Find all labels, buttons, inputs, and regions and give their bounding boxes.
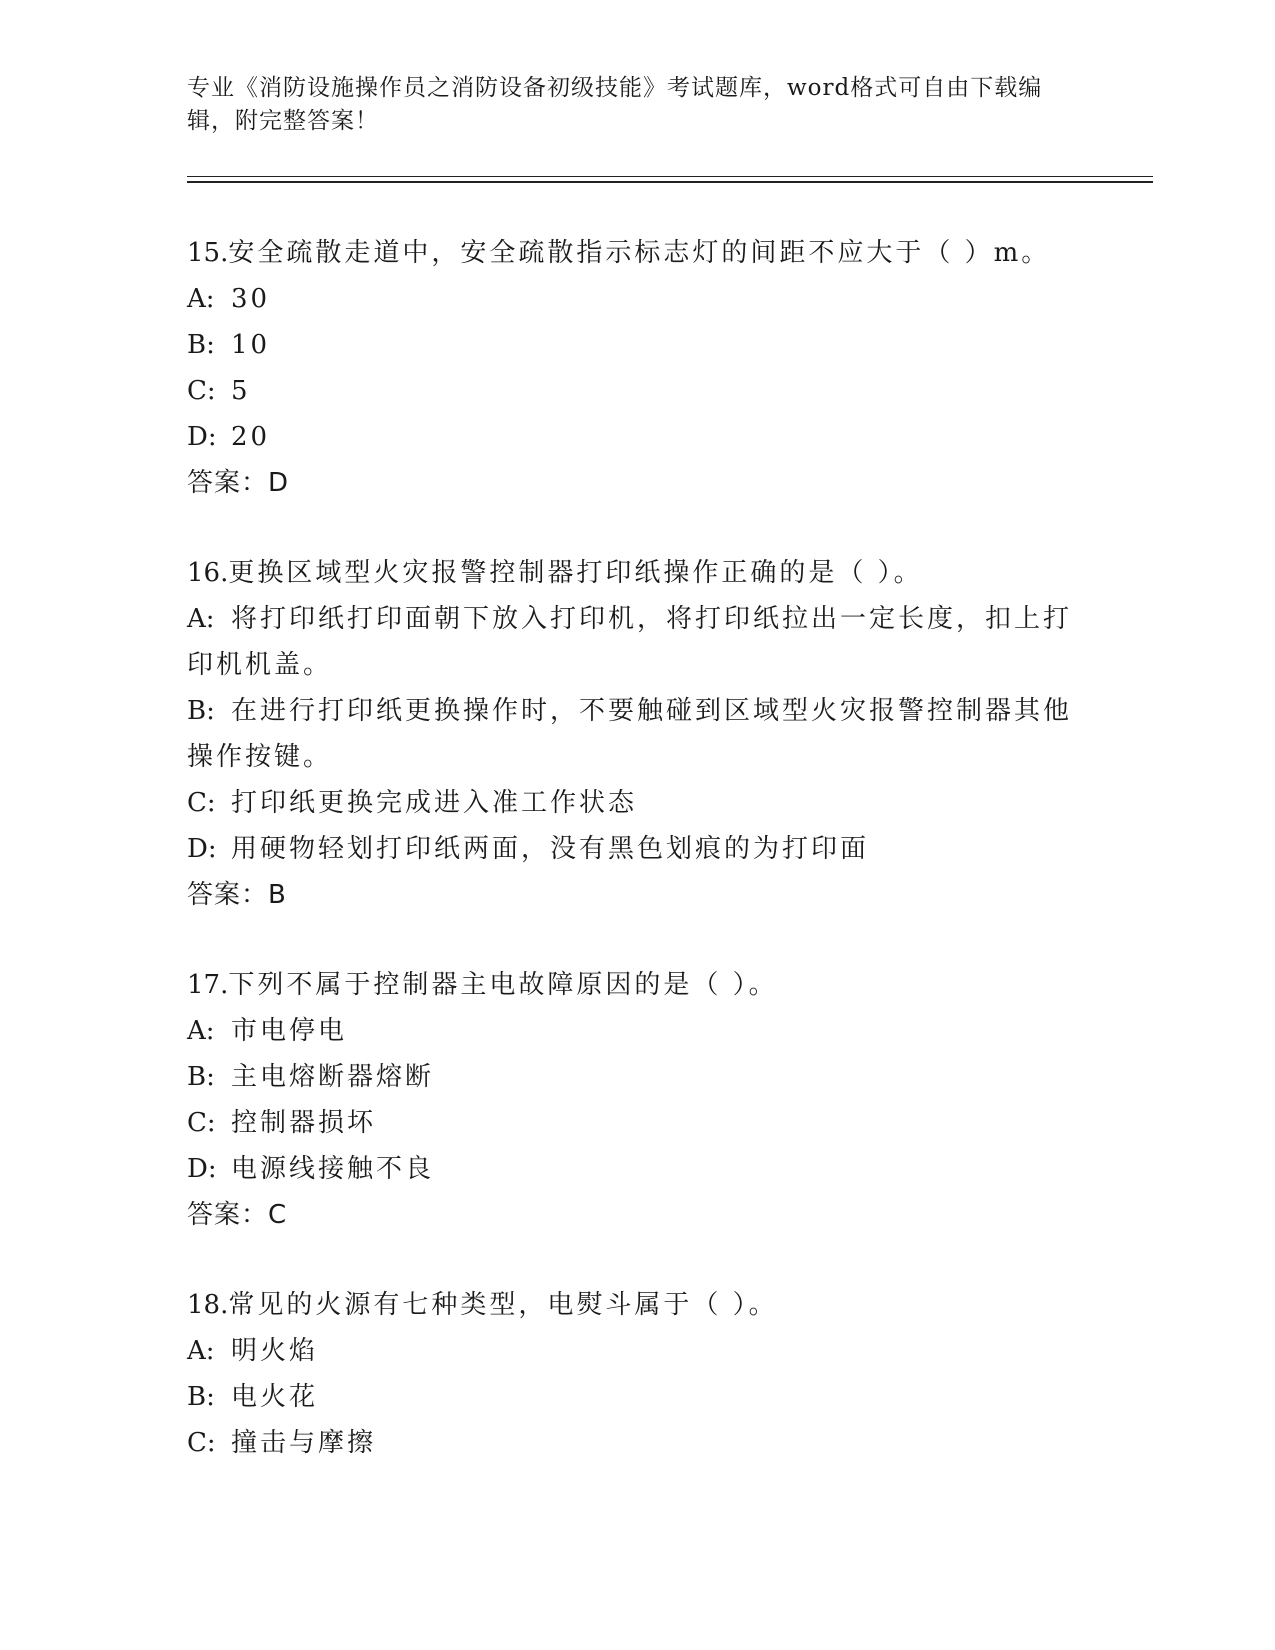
question-stem bbox=[187, 550, 1087, 596]
option-text: 明火焰 bbox=[231, 1336, 319, 1366]
option-d bbox=[187, 414, 1087, 460]
option-a bbox=[187, 1328, 1087, 1374]
option-text: 电源线接触不良 bbox=[231, 1154, 435, 1184]
option-text: 控制器损坏 bbox=[231, 1108, 377, 1138]
option-letter: B: bbox=[187, 330, 215, 360]
option-c bbox=[187, 780, 1087, 826]
option-text: 打印纸更换完成进入准工作状态 bbox=[231, 788, 638, 818]
option-a bbox=[187, 596, 1087, 688]
option-a bbox=[187, 1008, 1087, 1054]
option-text: 用硬物轻划打印纸两面，没有黑色划痕的为打印面 bbox=[231, 834, 870, 864]
option-text: 10 bbox=[231, 330, 271, 360]
option-c bbox=[187, 1100, 1087, 1146]
option-a bbox=[187, 276, 1087, 322]
option-text: 5 bbox=[231, 376, 251, 406]
option-c bbox=[187, 368, 1087, 414]
option-text: 撞击与摩擦 bbox=[231, 1428, 377, 1458]
option-text: 在进行打印纸更换操作时，不要触碰到区域型火灾报警控制器其他操作按键。 bbox=[187, 696, 1073, 772]
option-text: 将打印纸打印面朝下放入打印机，将打印纸拉出一定长度，扣上打印机机盖。 bbox=[187, 604, 1073, 680]
question-number: 18. bbox=[187, 1290, 229, 1320]
answer-line: 答案：B bbox=[187, 880, 287, 910]
document-header: 专业《消防设施操作员之消防设备初级技能》考试题库，word格式可自由下载编辑，附完整答案！ bbox=[187, 75, 1043, 134]
option-text: 20 bbox=[231, 422, 271, 452]
option-letter: A: bbox=[187, 1336, 215, 1366]
option-b bbox=[187, 1374, 1087, 1420]
answer-line: 答案：C bbox=[187, 1200, 288, 1230]
question-number: 15. bbox=[187, 238, 229, 268]
question-16 bbox=[187, 550, 1087, 918]
question-15 bbox=[187, 230, 1087, 506]
option-text: 主电熔断器熔断 bbox=[231, 1062, 435, 1092]
option-letter: D: bbox=[187, 422, 217, 452]
option-letter: B: bbox=[187, 1062, 215, 1092]
option-d bbox=[187, 826, 1087, 872]
option-letter: C: bbox=[187, 1428, 216, 1458]
option-b bbox=[187, 322, 1087, 368]
question-stem bbox=[187, 230, 1087, 276]
answer-line: 答案：D bbox=[187, 468, 290, 498]
option-letter: C: bbox=[187, 788, 216, 818]
option-letter: A: bbox=[187, 604, 215, 634]
question-number: 17. bbox=[187, 970, 229, 1000]
option-letter: D: bbox=[187, 834, 217, 864]
question-text: 下列不属于控制器主电故障原因的是（ ）。 bbox=[228, 970, 778, 1000]
option-letter: C: bbox=[187, 376, 216, 406]
option-letter: B: bbox=[187, 696, 215, 726]
question-18 bbox=[187, 1282, 1087, 1466]
option-letter: D: bbox=[187, 1154, 217, 1184]
option-text: 电火花 bbox=[231, 1382, 319, 1412]
question-17 bbox=[187, 962, 1087, 1238]
option-text: 市电停电 bbox=[231, 1016, 348, 1046]
option-letter: C: bbox=[187, 1108, 216, 1138]
option-letter: A: bbox=[187, 284, 215, 314]
question-text: 更换区域型火灾报警控制器打印纸操作正确的是（ ）。 bbox=[228, 558, 923, 588]
question-stem bbox=[187, 962, 1087, 1008]
option-letter: B: bbox=[187, 1382, 215, 1412]
question-stem bbox=[187, 1282, 1087, 1328]
option-c bbox=[187, 1420, 1087, 1466]
header-rule-thick bbox=[187, 181, 1153, 183]
option-letter: A: bbox=[187, 1016, 215, 1046]
question-number: 16. bbox=[187, 558, 229, 588]
option-d bbox=[187, 1146, 1087, 1192]
question-text: 安全疏散走道中，安全疏散指示标志灯的间距不应大于（ ）m。 bbox=[228, 238, 1051, 268]
option-b bbox=[187, 1054, 1087, 1100]
question-text: 常见的火源有七种类型，电熨斗属于（ ）。 bbox=[228, 1290, 778, 1320]
header-rule-thin bbox=[187, 176, 1153, 177]
option-b bbox=[187, 688, 1087, 780]
question-list bbox=[187, 230, 1087, 1510]
option-text: 30 bbox=[231, 284, 271, 314]
